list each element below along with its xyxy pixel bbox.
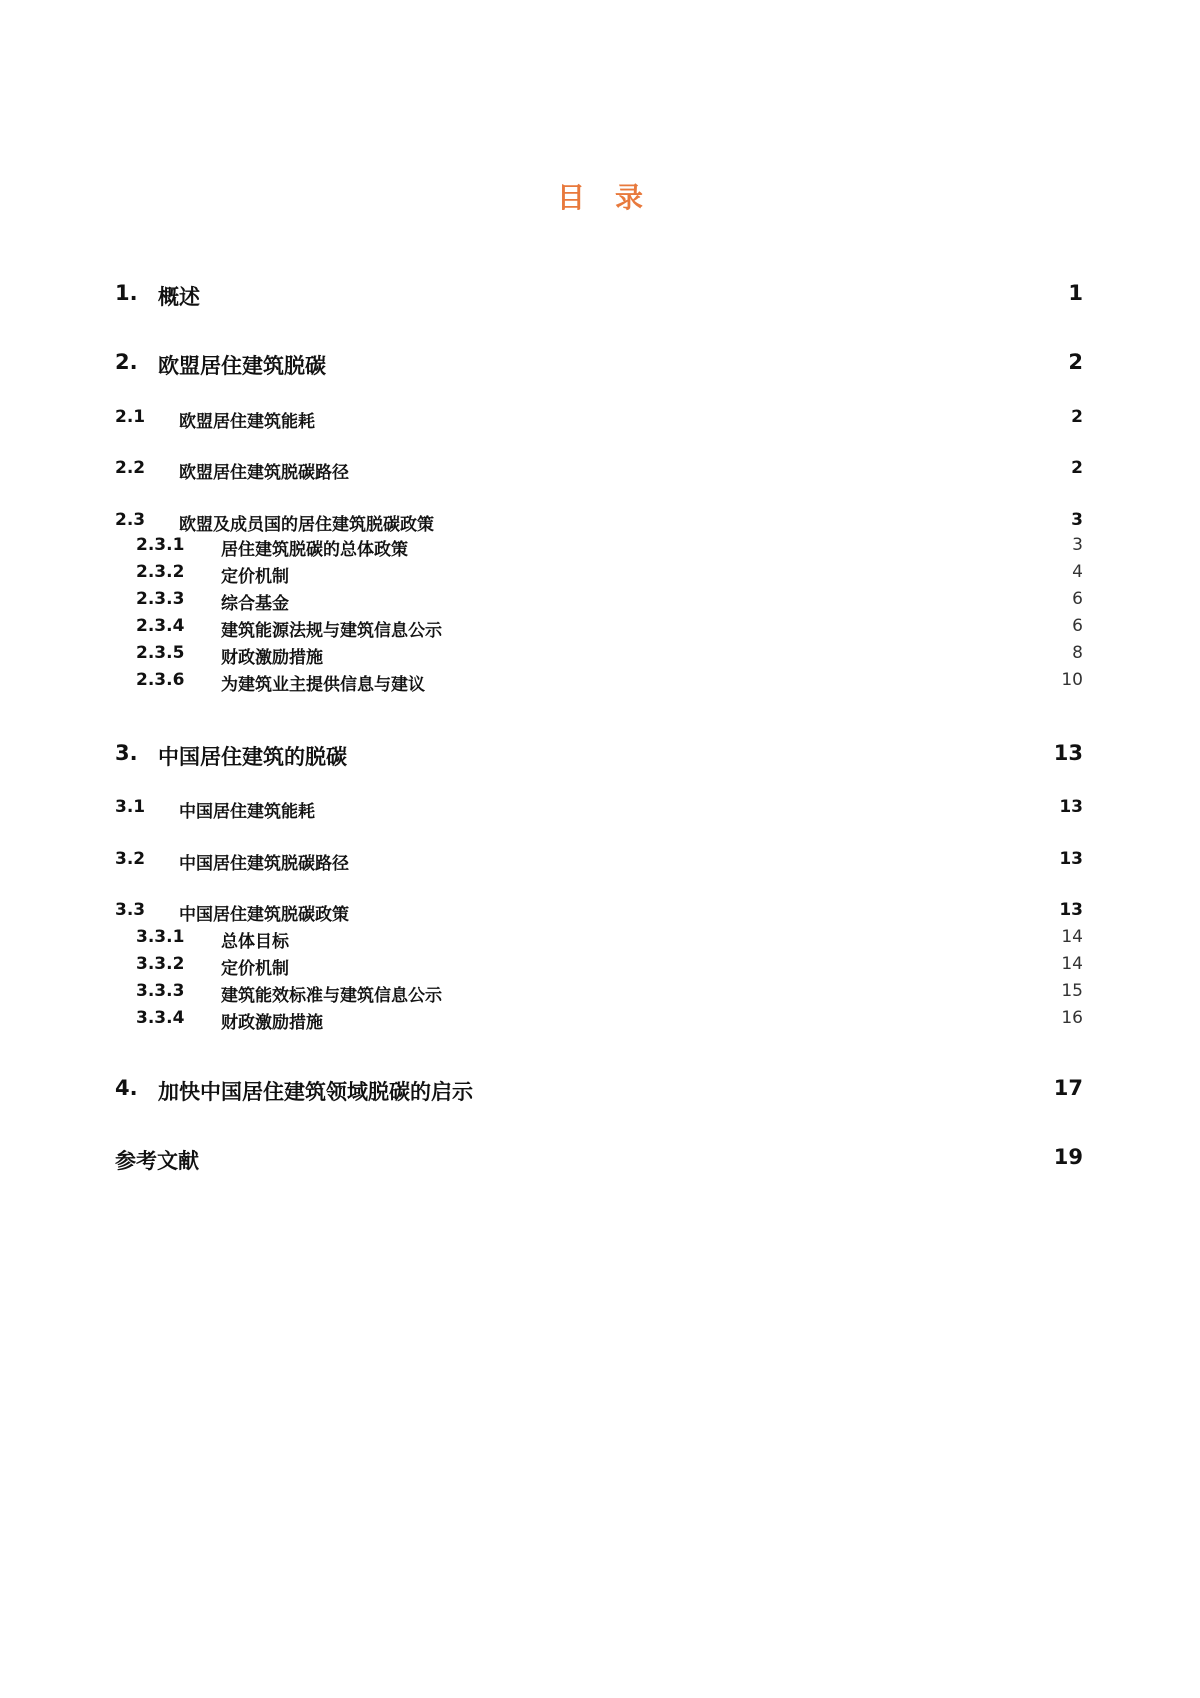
toc-entry-title: 为建筑业主提供信息与建议: [221, 675, 425, 695]
toc-entry-title: 欧盟居住建筑脱碳路径: [179, 463, 349, 483]
toc-entry[interactable]: [136, 1008, 1083, 1038]
toc-entry-page: 16: [1061, 1008, 1083, 1028]
toc-entry-title: 建筑能效标准与建筑信息公示: [221, 986, 442, 1006]
toc-entry-title: 定价机制: [221, 567, 289, 587]
toc-entry-title: 财政激励措施: [221, 1013, 323, 1033]
toc-entry[interactable]: [115, 407, 1083, 437]
toc-entry-page: 6: [1072, 589, 1083, 609]
toc-entry[interactable]: [136, 643, 1083, 673]
toc-entry[interactable]: [115, 741, 1083, 771]
toc-entry-number: 3.3.2: [136, 954, 185, 974]
toc-title: 目录: [556, 181, 673, 214]
toc-entry-page: 19: [1053, 1145, 1083, 1169]
toc-entry[interactable]: [115, 797, 1083, 827]
toc-entry-title: 中国居住建筑的脱碳: [158, 745, 347, 769]
toc-entry-title: 概述: [158, 285, 200, 309]
toc-entry-number: 3.3.4: [136, 1008, 185, 1028]
toc-entry-number: 2.3.4: [136, 616, 185, 636]
toc-entry[interactable]: [115, 1145, 1083, 1175]
toc-entry-page: 3: [1071, 510, 1083, 530]
toc-entry-number: 1.: [115, 281, 138, 305]
toc-entry-page: 13: [1059, 797, 1083, 817]
toc-entry[interactable]: [136, 954, 1083, 984]
toc-entry-title: 居住建筑脱碳的总体政策: [221, 540, 408, 560]
toc-entry-number: 3.2: [115, 849, 146, 869]
toc-entry-number: 3.1: [115, 797, 146, 817]
toc-entry[interactable]: [136, 616, 1083, 646]
toc-entry[interactable]: [136, 670, 1083, 700]
toc-entry-title: 总体目标: [221, 932, 289, 952]
toc-entry-page: 13: [1053, 741, 1083, 765]
toc-entry-title: 综合基金: [221, 594, 289, 614]
toc-entry-title: 参考文献: [115, 1149, 199, 1173]
toc-entry[interactable]: [136, 589, 1083, 619]
toc-entry-number: 3.: [115, 741, 138, 765]
toc-entry-number: 2.2: [115, 458, 146, 478]
toc-entry-number: 2.3: [115, 510, 146, 530]
toc-entry[interactable]: [136, 562, 1083, 592]
toc-entry-page: 8: [1072, 643, 1083, 663]
toc-entry[interactable]: [136, 927, 1083, 957]
toc-entry-page: 1: [1068, 281, 1083, 305]
toc-entry-title: 欧盟居住建筑能耗: [179, 412, 315, 432]
toc-entry-page: 15: [1061, 981, 1083, 1001]
toc-entry-number: 2.1: [115, 407, 146, 427]
toc-entry-page: 13: [1059, 900, 1083, 920]
toc-entry-number: 3.3.1: [136, 927, 185, 947]
toc-entry[interactable]: [115, 1076, 1083, 1106]
toc-entry-title: 定价机制: [221, 959, 289, 979]
toc-entry-page: 3: [1072, 535, 1083, 555]
toc-entry-number: 2.3.2: [136, 562, 185, 582]
toc-entry[interactable]: [115, 281, 1083, 311]
toc-entry-title: 中国居住建筑脱碳路径: [179, 854, 349, 874]
toc-entry-page: 14: [1061, 954, 1083, 974]
toc-entry-title: 欧盟居住建筑脱碳: [158, 354, 326, 378]
toc-entry-page: 10: [1061, 670, 1083, 690]
toc-entry-title: 中国居住建筑能耗: [179, 802, 315, 822]
toc-entry-number: 2.3.1: [136, 535, 185, 555]
toc-entry-number: 3.3: [115, 900, 146, 920]
toc-entry-page: 2: [1068, 350, 1083, 374]
toc-entry-title: 建筑能源法规与建筑信息公示: [221, 621, 442, 641]
toc-entry-number: 2.: [115, 350, 138, 374]
toc-entry[interactable]: [115, 350, 1083, 380]
toc-entry-page: 13: [1059, 849, 1083, 869]
toc-entry-title: 欧盟及成员国的居住建筑脱碳政策: [179, 515, 434, 535]
toc-entry-page: 6: [1072, 616, 1083, 636]
toc-entry-number: 2.3.3: [136, 589, 185, 609]
toc-entry-title: 加快中国居住建筑领域脱碳的启示: [158, 1080, 473, 1104]
toc-entry-number: 3.3.3: [136, 981, 185, 1001]
toc-entry-page: 2: [1071, 458, 1083, 478]
toc-entry-number: 2.3.6: [136, 670, 185, 690]
toc-entry-page: 14: [1061, 927, 1083, 947]
toc-entry[interactable]: [136, 981, 1083, 1011]
toc-entry-page: 4: [1072, 562, 1083, 582]
toc-entry-title: 财政激励措施: [221, 648, 323, 668]
toc-entry-number: 2.3.5: [136, 643, 185, 663]
toc-entry-number: 4.: [115, 1076, 138, 1100]
toc-entry[interactable]: [115, 458, 1083, 488]
toc-entry-page: 2: [1071, 407, 1083, 427]
toc-entry[interactable]: [115, 849, 1083, 879]
toc-entry[interactable]: [136, 535, 1083, 565]
toc-entry[interactable]: [115, 900, 1083, 930]
toc-entry-title: 中国居住建筑脱碳政策: [179, 905, 349, 925]
toc-entry-page: 17: [1053, 1076, 1083, 1100]
